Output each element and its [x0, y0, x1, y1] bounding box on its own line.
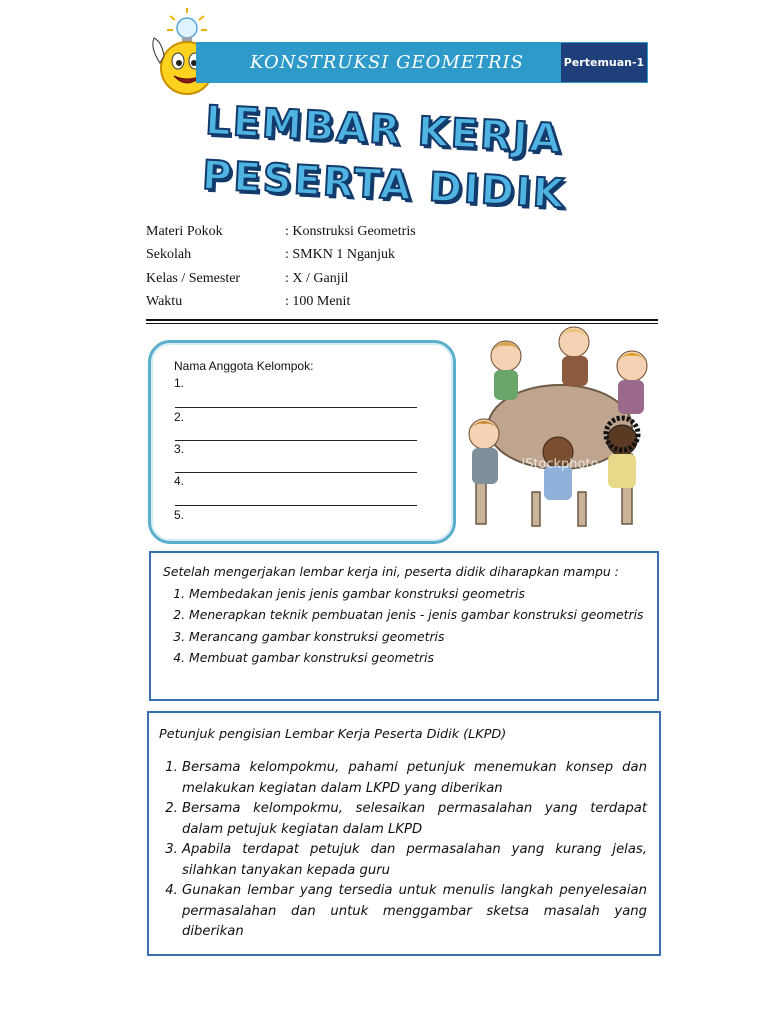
instruction-item: 3. Apabila terdapat petujuk dan permasalahan yang kurang jelas, silahkan tanyakan kepada guru — [182, 840, 647, 881]
meeting-badge: Pertemuan-1 — [561, 43, 647, 82]
goal-item: 2. Menerapkan teknik pembuatan jenis - jenis gambar konstruksi geometris — [189, 604, 647, 626]
info-value: : X / Ganjil — [285, 271, 349, 286]
child-figure — [559, 327, 589, 386]
watermark-text: iStockphoto — [521, 457, 599, 472]
member-number: 1. — [174, 376, 185, 390]
goals-intro: Setelah mengerjakan lembar kerja ini, peserta didik diharapkan mampu : — [163, 564, 619, 579]
goal-item: 1. Membedakan jenis jenis gambar konstruksi geometris — [189, 583, 647, 605]
info-value: : SMKN 1 Nganjuk — [285, 247, 396, 262]
goals-list — [163, 583, 647, 669]
member-name-line[interactable] — [175, 440, 417, 441]
instruction-item: 2. Bersama kelompokmu, selesaikan permasalahan yang terdapat dalam petujuk kegiatan dalam LKPD — [182, 799, 647, 840]
instruction-item: 1. Bersama kelompokmu, pahami petunjuk menemukan konsep dan melakukan kegiatan dalam LKPD yang diberikan — [182, 758, 647, 799]
instructions — [159, 758, 647, 943]
group-members-title: Nama Anggota Kelompok: — [174, 359, 314, 373]
title-line-2: PESERTA DIDIK — [201, 152, 567, 218]
info-label: Sekolah — [146, 247, 192, 262]
child-figure — [491, 341, 521, 400]
info-label: Waktu — [146, 294, 183, 309]
info-label: Kelas / Semester — [146, 271, 241, 286]
info-label: Materi Pokok — [146, 224, 223, 239]
group-discussion-illustration — [462, 322, 658, 530]
goal-item: 3. Merancang gambar konstruksi geometris — [189, 626, 647, 648]
member-name-line[interactable] — [175, 407, 417, 408]
title-line-1: LEMBAR KERJA — [204, 97, 564, 163]
child-figure — [469, 419, 499, 484]
goal-item: 4. Membuat gambar konstruksi geometris — [189, 647, 647, 669]
member-number: 4. — [174, 474, 185, 488]
info-value: : Konstruksi Geometris — [285, 224, 416, 239]
learning-goals — [163, 561, 647, 669]
member-name-line[interactable] — [175, 505, 417, 506]
member-name-line[interactable] — [175, 472, 417, 473]
lightbulb-icon — [167, 8, 207, 44]
instructions-list — [159, 758, 647, 943]
member-number: 3. — [174, 442, 185, 456]
member-number: 5. — [174, 508, 185, 522]
info-value: : 100 Menit — [285, 294, 351, 309]
instructions-title: Petunjuk pengisian Lembar Kerja Peserta Didik (LKPD) — [159, 727, 507, 742]
child-figure — [617, 351, 647, 414]
instruction-item: 4. Gunakan lembar yang tersedia untuk menulis langkah penyelesaian permasalahan dan untuk menggambar sketsa masalah yang diberikan — [182, 881, 647, 943]
member-number: 2. — [174, 410, 185, 424]
header-title: KONSTRUKSI GEOMETRIS — [250, 52, 524, 73]
divider — [146, 319, 658, 321]
